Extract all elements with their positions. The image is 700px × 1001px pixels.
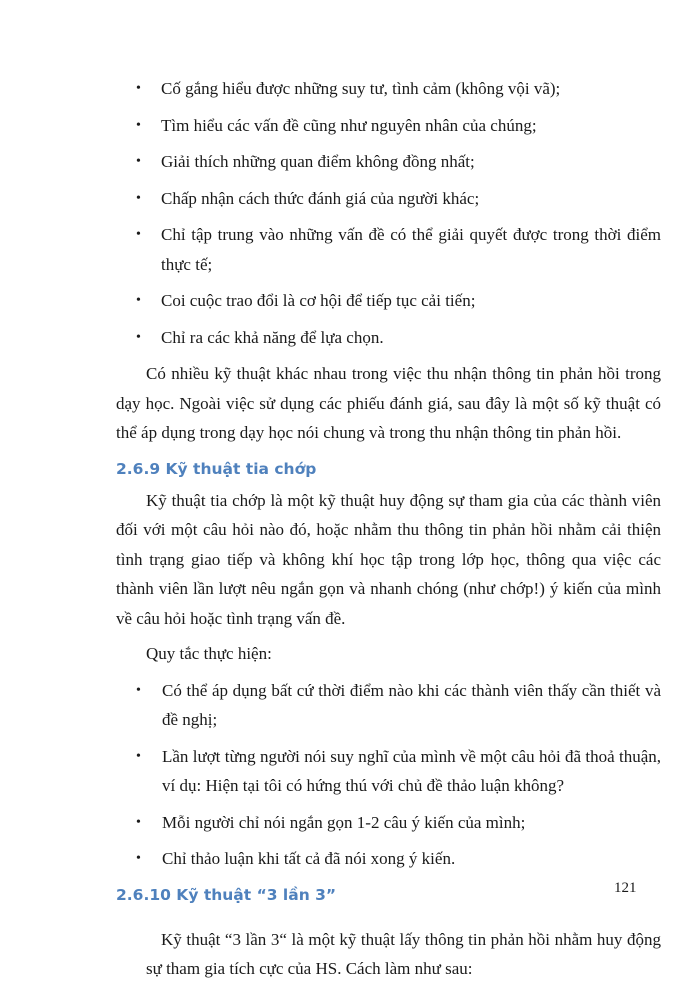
bullet-icon: •	[136, 154, 141, 169]
bullet-icon: •	[136, 293, 141, 308]
section-paragraph: Kỹ thuật “3 lần 3“ là một kỹ thuật lấy thông tin phản hồi nhằm huy động sự tham gia tích cực của HS. Cách làm như sau:	[146, 929, 661, 978]
bullet-icon: •	[136, 329, 141, 345]
list-item: • Cố gắng hiểu được những suy tư, tình cảm (không vội vã);	[116, 74, 661, 104]
rules-label: Quy tắc thực hiện:	[146, 644, 272, 663]
page-number: 121	[614, 880, 637, 896]
list-item: • Có thể áp dụng bất cứ thời điểm nào khi các thành viên thấy cần thiết và đề nghị;	[116, 676, 661, 735]
list-item: • Chỉ thảo luận khi tất cả đã nói xong ý kiến.	[116, 844, 661, 874]
list-item: • Chấp nhận cách thức đánh giá của người khác;	[116, 184, 661, 214]
section-heading-2-6-10: 2.6.10 Kỹ thuật “3 lần 3”	[116, 885, 337, 904]
list-item: • Lần lượt từng người nói suy nghĩ của mình về một câu hỏi đã thoả thuận, ví dụ: Hiện tại tôi có hứng thú với chủ đề thảo luận không?	[116, 742, 661, 801]
intro-paragraph: Có nhiều kỹ thuật khác nhau trong việc thu nhận thông tin phản hồi trong dạy học. Ngoài việc sử dụng các phiếu đánh giá, sau đây là một số kỹ thuật có thể áp dụng trong dạy học nói chung và trong thu nhận thông tin phản hồi.	[116, 364, 661, 442]
bullet-icon: •	[136, 814, 141, 830]
bullet-icon: •	[136, 851, 141, 866]
list-item: • Giải thích những quan điểm không đồng nhất;	[116, 147, 661, 177]
bullet-icon: •	[136, 682, 141, 698]
bullet-icon: •	[136, 227, 141, 242]
list-item: • Tìm hiểu các vấn đề cũng như nguyên nhân của chúng;	[116, 111, 661, 141]
bullet-icon: •	[136, 748, 141, 764]
list-item: • Mỗi người chỉ nói ngắn gọn 1-2 câu ý kiến của mình;	[116, 808, 661, 838]
list-item: • Coi cuộc trao đổi là cơ hội để tiếp tục cải tiến;	[116, 286, 661, 316]
list-item: • Chỉ tập trung vào những vấn đề có thể giải quyết được trong thời điểm thực tế;	[116, 220, 661, 279]
bullet-icon: •	[136, 81, 141, 96]
bullet-icon: •	[136, 190, 141, 206]
page-content	[116, 74, 661, 1001]
rules-list	[116, 676, 661, 874]
section-paragraph: Kỹ thuật tia chớp là một kỹ thuật huy động sự tham gia của các thành viên đối với một câu hỏi nào đó, hoặc nhằm thu thông tin phản hồi nhằm cải thiện tình trạng giao tiếp và không khí học tập trong lớp học, thông qua việc các thành viên lần lượt nêu ngắn gọn và nhanh chóng (như chớp!) ý kiến của mình về câu hỏi hoặc tình trạng vấn đề.	[116, 490, 661, 628]
bullet-list-top	[116, 74, 661, 352]
section-heading-2-6-9: 2.6.9 Kỹ thuật tia chớp	[116, 459, 317, 478]
bullet-icon: •	[136, 117, 141, 133]
list-item: • Chỉ ra các khả năng để lựa chọn.	[116, 323, 661, 353]
